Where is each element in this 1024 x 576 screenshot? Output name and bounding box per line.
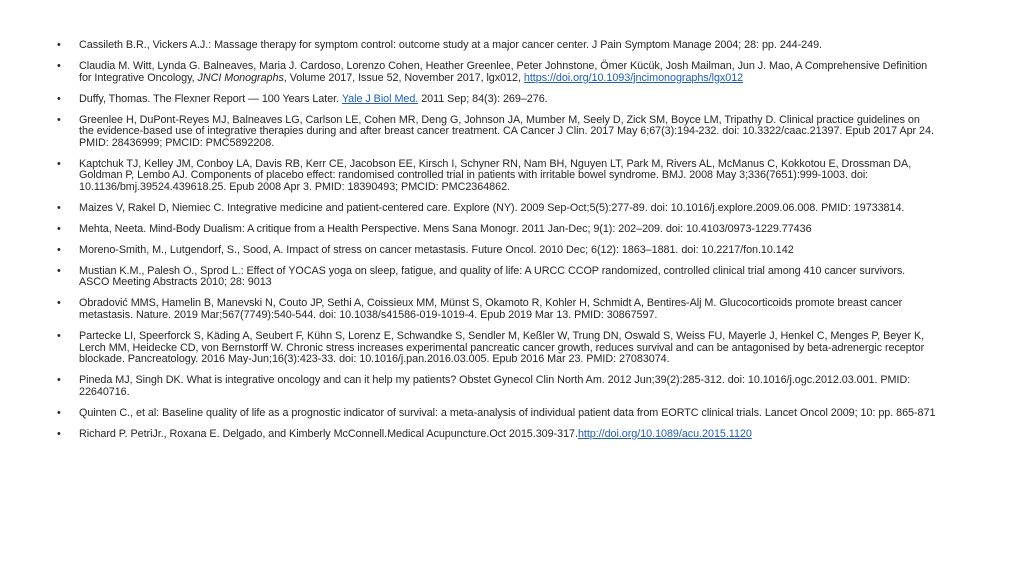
bullet-icon: • <box>57 297 61 310</box>
bullet-icon: • <box>57 406 61 419</box>
bullet-icon: • <box>57 92 61 105</box>
doi-link[interactable]: http://doi.org/10.1089/acu.2015.1120 <box>577 427 752 440</box>
reference-text: Kaptchuk TJ, Kelley JM, Conboy LA, Davis RB, Kerr CE, Jacobson EE, Kirsch I, Schyner RN, Nam BH, Nguyen LT, Park M, Rivers AL, McManus C, Kokkotou E, Drossman DA, Goldman P, Lembo AJ. Components of placebo effect: randomised controlled trial in patients with irritable bowel syndrome. BMJ. 2008 May 3;336(7651):999-1003. doi: 10.1136/bmj.39524.439618.25. Epub 2008 Apr 3. PMID: 18390493; PMCID: PMC2364862. <box>79 157 912 193</box>
reference-text: 2011 Sep; 84(3): 269–276. <box>418 92 548 105</box>
reference-text: Maizes V, Rakel D, Niemiec C. Integrative medicine and patient-centered care. Explore (NY). 2009 Sep-Oct;5(5):277-89. doi: 10.1016/j.explore.2009.06.008. PMID: 19733814. <box>79 201 905 214</box>
reference-item <box>57 224 937 236</box>
bullet-icon: • <box>57 39 61 51</box>
reference-text: Mehta, Neeta. Mind-Body Dualism: A critique from a Health Perspective. Mens Sana Monogr. 2011 Jan-Dec; 9(1): 202–209. doi: 10.4103/0973-1229.77436 <box>79 222 812 235</box>
bullet-icon: • <box>57 330 61 342</box>
doi-link[interactable]: https://doi.org/10.1093/jncimonographs/lgx012 <box>523 71 744 84</box>
reference-text: Duffy, Thomas. The Flexner Report — 100 Years Later. <box>79 92 342 105</box>
bullet-icon: • <box>57 157 61 170</box>
reference-item <box>57 159 937 194</box>
reference-text: Pineda MJ, Singh DK. What is integrative oncology and can it help my patients? Obstet Gynecol Clin North Am. 2012 Jun;39(2):285-312. doi: 10.1016/j.ogc.2012.03.001. PMID: 22640716. <box>79 374 911 398</box>
reference-item <box>57 40 937 52</box>
reference-item <box>57 375 937 398</box>
reference-list <box>57 40 937 450</box>
reference-item <box>57 408 937 420</box>
reference-item <box>57 61 937 84</box>
bullet-icon: • <box>57 59 61 72</box>
reference-text: Partecke LI, Speerforck S, Käding A, Seubert F, Kühn S, Lorenz E, Schwandke S, Sendler M, Keßler W, Trung DN, Oswald S, Weiss FU, Mayerle J, Henkel C, Menges P, Beyer K, Lerch MM, Heidecke CD, von Bernstorff W. Chronic stress increases experimental pancreatic cancer growth, reduces survival and can be antagonised by beta-adrenergic receptor blockade. Pancreatology. 2016 May-Jun;16(3):423-33. doi: 10.1016/j.pan.2016.03.005. Epub 2016 Mar 23. PMID: 27083074. <box>79 330 925 366</box>
reference-text: Mustian K.M., Palesh O., Sprod L.: Effect of YOCAS yoga on sleep, fatigue, and quality of life: A URCC CCOP randomized, controlled clinical trial among 410 cancer survivors. ASCO Meeting Abstracts 2010; 28: 9013 <box>79 264 906 289</box>
reference-text: Obradović MMS, Hamelin B, Manevski N, Couto JP, Sethi A, Coissieux MM, Münst S, Okamoto R, Kohler H, Schmidt A, Bentires-Alj M. Glucocorticoids promote breast cancer metastasis. Nature. 2019 Mar;567(7749):540-544. doi: 10.1038/s41586-019-1019-4. Epub 2019 Mar 13. PMID: 30867597. <box>79 297 903 322</box>
reference-item <box>57 266 937 289</box>
journal-name: JNCI Monographs <box>197 71 284 84</box>
bullet-icon: • <box>57 222 61 235</box>
journal-link[interactable]: Yale J Biol Med. <box>341 92 419 105</box>
reference-text: , Volume 2017, Issue 52, November 2017, lgx012, <box>283 71 524 84</box>
reference-text: Richard P. PetriJr., Roxana E. Delgado, and Kimberly McConnell.Medical Acupuncture.Oct 2015.309-317. <box>79 427 578 440</box>
reference-item <box>57 331 937 366</box>
reference-text: Moreno-Smith, M., Lutgendorf, S., Sood, A. Impact of stress on cancer metastasis. Future Oncol. 2010 Dec; 6(12): 1863–1881. doi: 10.2217/fon.10.142 <box>79 243 794 256</box>
reference-text: Cassileth B.R., Vickers A.J.: Massage therapy for symptom control: outcome study at a major cancer center. J Pain Symptom Manage 2004; 28: pp. 244-249. <box>79 39 822 51</box>
bullet-icon: • <box>57 201 61 214</box>
reference-text: Greenlee H, DuPont-Reyes MJ, Balneaves LG, Carlson LE, Cohen MR, Deng G, Johnson JA, Mumber M, Seely D, Zick SM, Boyce LM, Tripathy D. Clinical practice guidelines on the evidence-based use of integrative therapies during and after breast cancer treatment. CA Cancer J Clin. 2017 May 6;67(3):194-232. doi: 10.3322/caac.21397. Epub 2017 Apr 24. PMID: 28436999; PMCID: PMC5892208. <box>79 113 934 149</box>
reference-item <box>57 203 937 215</box>
bullet-icon: • <box>57 113 61 126</box>
bullet-icon: • <box>57 427 61 440</box>
bullet-icon: • <box>57 374 61 387</box>
reference-item <box>57 115 937 150</box>
bullet-icon: • <box>57 243 61 256</box>
reference-item <box>57 298 937 321</box>
reference-item <box>57 94 937 106</box>
reference-text: Claudia M. Witt, Lynda G. Balneaves, Maria J. Cardoso, Lorenzo Cohen, Heather Greenlee, Peter Johnstone, Ömer Kücük, Josh Mailman, Jun J. Mao, A Comprehensive Definition for Integrative Oncology, <box>79 59 928 84</box>
reference-item <box>57 429 937 441</box>
bullet-icon: • <box>57 264 61 277</box>
reference-text: Quinten C., et al: Baseline quality of life as a prognostic indicator of survival: a meta-analysis of individual patient data from EORTC clinical trials. Lancet Oncol 2009; 10: pp. 865-871 <box>79 406 936 419</box>
reference-item <box>57 245 937 257</box>
